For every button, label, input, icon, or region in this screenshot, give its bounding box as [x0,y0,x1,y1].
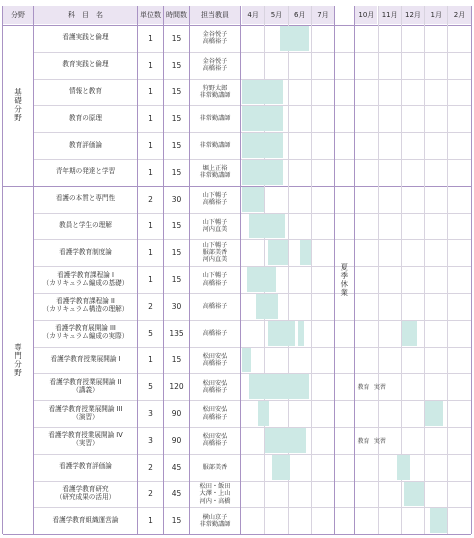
schedule-tag: 実習 [373,384,386,392]
subject-name [34,266,137,293]
subject-name [34,25,137,52]
teacher-line: 河内直美 [202,225,228,233]
subject-line: 看護学教育展開論 III [55,324,116,333]
subject-line: 教員と学生の理解 [59,221,112,230]
subject-name [34,186,137,213]
teacher-line: 松田安弘 [202,406,228,414]
units-value: 1 [148,87,153,97]
teacher-names [190,52,240,79]
subject-name [34,293,137,320]
schedule-bar [300,240,311,265]
header-month: 10月 [355,6,377,24]
teacher-line: 河内・高橋 [199,497,231,505]
hours-value: 90 [171,409,182,419]
subject-name [34,427,137,454]
schedule-bar [242,80,283,105]
schedule-bar [268,321,295,346]
units-value: 5 [148,382,153,392]
subject-line: （演習） [72,412,99,421]
units-value: 1 [148,33,153,43]
teacher-names [190,400,240,427]
teacher-line: 高橋裕子 [202,302,228,310]
subject-line: （研究成果の活用） [55,492,116,501]
teacher-line: 山下暢子 [202,242,228,250]
teacher-line: 松田安弘 [202,352,228,360]
hours-value: 15 [171,355,182,365]
schedule-bar [242,133,283,158]
subject-name [34,159,137,186]
subject-name [34,400,137,427]
units-value: 2 [148,301,153,311]
schedule-tag: 実習 [373,437,386,445]
teacher-names [190,239,240,266]
teacher-names [190,347,240,374]
teacher-line: 金谷悦子 [202,58,228,66]
teacher-line: 高橋裕子 [202,65,228,73]
teacher-line: 高橋裕子 [202,199,228,207]
schedule-bar [242,187,264,212]
subject-line: （講義） [72,385,99,394]
month-divider [311,6,312,534]
units-value: 1 [148,141,153,151]
subject-line: （カリキュラム編成の基礎） [42,278,129,287]
header-month: 2月 [448,6,470,24]
hours-value: 15 [171,167,182,177]
teacher-names [190,132,240,159]
field-label: 専門分野 [13,342,23,377]
hours-value: 15 [171,221,182,231]
teacher-line: 高橋裕子 [202,386,228,394]
subject-line: （実習） [72,439,99,448]
units-value: 1 [148,275,153,285]
hours-value: 15 [171,87,182,97]
schedule-bar [402,321,417,346]
subject-line: 看護学教育課程論 II [56,297,115,306]
teacher-names [190,79,240,106]
teacher-line: 松田安弘 [202,379,228,387]
teacher-line: 非常勤講師 [199,142,231,150]
subject-name [34,373,137,400]
subject-line: 教育の原理 [69,113,102,122]
subject-name [34,52,137,79]
teacher-line: 高橋裕子 [202,279,228,287]
teacher-line: 非常勤講師 [199,520,231,528]
subject-line: 看護学教育組織運営論 [52,515,119,524]
subject-line: （カリキュラム構造の理解） [42,305,129,314]
hours-value: 15 [171,275,182,285]
teacher-names [190,213,240,240]
header-units: 単位数 [138,6,163,24]
header-month: 7月 [312,6,334,24]
teacher-names [190,105,240,132]
hours-value: 15 [171,114,182,124]
teacher-line: 高橋裕子 [202,38,228,46]
schedule-bar [404,482,424,507]
teacher-names [190,507,240,534]
header-month: 12月 [402,6,424,24]
subject-name [34,507,137,534]
teacher-line: 横山京子 [202,513,228,521]
units-value: 1 [148,60,153,70]
teacher-names [190,454,240,481]
hours-value: 15 [171,60,182,70]
subject-line: 情報と教育 [69,87,102,96]
schedule-bar [249,374,309,399]
header-month: 4月 [242,6,264,24]
teacher-line: 山下暢子 [202,272,228,280]
subject-line: 看護学教育制度論 [59,247,112,256]
subject-line: 看護学教育研究 [62,485,109,494]
units-value: 5 [148,328,153,338]
teacher-line: 山下暢子 [202,192,228,200]
teacher-names [190,293,240,320]
header-month: 5月 [265,6,287,24]
schedule-bar [272,455,290,480]
subject-name [34,79,137,106]
schedule-bar [425,401,443,426]
units-value: 1 [148,167,153,177]
teacher-line: 松田安弘 [202,433,228,441]
schedule-bar [430,508,448,533]
schedule-bar [242,160,283,185]
subject-name [34,454,137,481]
teacher-line: 高橋裕子 [202,413,228,421]
subject-line: 看護学教育授業展開論 IV [48,431,123,440]
subject-line: 看護学教育授業展開論 III [48,404,123,413]
schedule-bar [268,240,288,265]
schedule-bar [242,106,283,131]
units-value: 3 [148,435,153,445]
hours-value: 15 [171,248,182,258]
teacher-names [190,320,240,347]
teacher-line: 非常勤講師 [199,91,231,99]
header-teacher: 担当教員 [190,6,240,24]
schedule-bar [265,428,306,453]
teacher-names [190,266,240,293]
month-divider [424,6,425,534]
units-value: 1 [148,221,153,231]
hours-value: 120 [169,382,184,392]
subject-name [34,320,137,347]
hours-value: 135 [169,328,184,338]
teacher-line: 堀上正裕 [202,165,228,173]
teacher-names [190,25,240,52]
subject-name [34,213,137,240]
subject-line: 看護学教育課程論 I [57,270,114,279]
schedule-tag: 教育 [357,384,370,392]
schedule-bar [280,26,308,51]
teacher-line: 高橋裕子 [202,329,228,337]
header-hours: 時間数 [164,6,189,24]
units-value: 1 [148,248,153,258]
schedule-tag: 教育 [357,437,370,445]
teacher-line: 非常勤講師 [199,115,231,123]
units-value: 1 [148,114,153,124]
schedule-bar [247,267,276,292]
hours-value: 15 [171,141,182,151]
header-month [335,6,354,24]
teacher-line: 高橋裕子 [202,359,228,367]
units-value: 2 [148,489,153,499]
subject-name [34,347,137,374]
hours-value: 90 [171,435,182,445]
teacher-line: 山下暢子 [202,218,228,226]
hours-value: 15 [171,516,182,526]
teacher-names [190,373,240,400]
column-divider [240,6,241,534]
summer-break-label: 夏季休業 [339,262,349,297]
teacher-line: 非常勤講師 [199,172,231,180]
subject-line: 看護実践と倫理 [62,33,109,42]
header-subject: 科 目 名 [34,6,137,24]
teacher-line: 松田・飯田 [199,483,231,491]
subject-line: 教育評価論 [69,140,102,149]
units-value: 2 [148,194,153,204]
header-field: 分野 [3,6,33,24]
schedule-bar [298,321,304,346]
field-label: 基礎分野 [13,88,23,123]
subject-name [34,132,137,159]
month-divider [354,6,355,534]
subject-line: 看護学教育授業展開論 I [50,355,121,364]
units-value: 3 [148,409,153,419]
month-divider [471,6,472,534]
row-divider [3,534,471,535]
month-divider [378,6,379,534]
teacher-line: 金谷悦子 [202,31,228,39]
hours-value: 45 [171,489,182,499]
subject-name [34,105,137,132]
hours-value: 30 [171,194,182,204]
subject-line: 青年期の発達と学習 [55,167,116,176]
teacher-names [190,481,240,508]
schedule-bar [397,455,410,480]
teacher-names [190,159,240,186]
units-value: 2 [148,462,153,472]
schedule-bar [249,214,285,239]
hours-value: 15 [171,33,182,43]
subject-line: 看護の本質と専門性 [55,194,116,203]
header-month: 6月 [289,6,311,24]
schedule-bar [242,348,251,373]
teacher-line: 河内直美 [202,256,228,264]
teacher-line: 高橋裕子 [202,440,228,448]
hours-value: 45 [171,462,182,472]
hours-value: 30 [171,301,182,311]
teacher-names [190,186,240,213]
subject-name [34,239,137,266]
month-divider [447,6,448,534]
subject-name [34,481,137,508]
units-value: 1 [148,355,153,365]
header-month: 11月 [379,6,401,24]
subject-line: 看護学教育授業展開論 II [49,377,122,386]
subject-line: 看護学教育評価論 [59,462,112,471]
subject-line: 教育実践と倫理 [62,60,109,69]
schedule-bar [258,401,269,426]
header-month: 1月 [425,6,447,24]
teacher-line: 大澤・上山 [199,490,231,498]
subject-line: （カリキュラム編成の実際） [42,332,129,341]
teacher-names [190,427,240,454]
units-value: 1 [148,516,153,526]
teacher-line: 服部美香 [202,249,228,257]
teacher-line: 服部美香 [202,463,228,471]
teacher-line: 狩野太郎 [202,84,228,92]
schedule-bar [256,294,278,319]
